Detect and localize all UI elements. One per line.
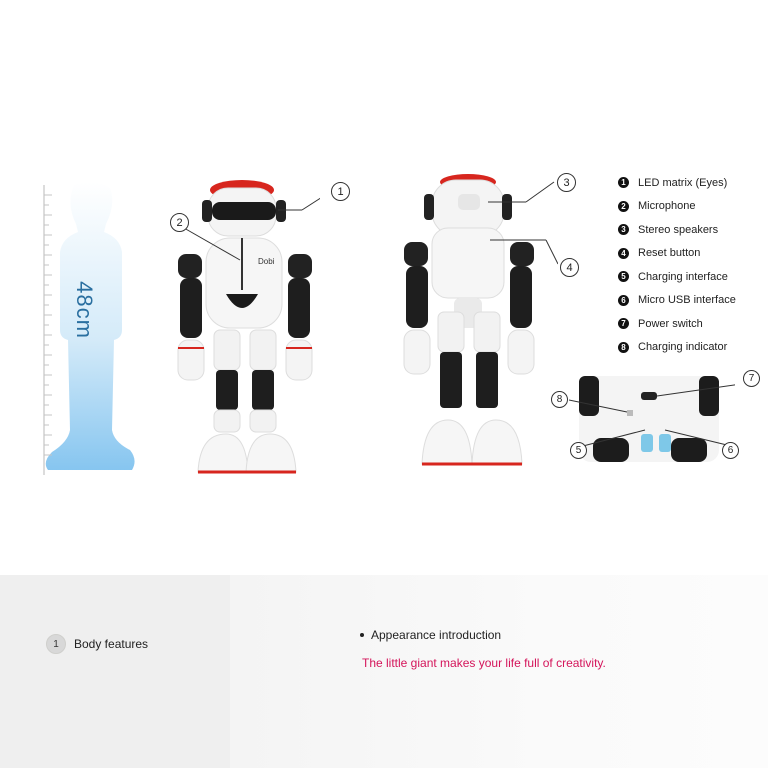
legend-label: Stereo speakers — [638, 223, 719, 236]
bullet-icon — [360, 633, 364, 637]
robot-back-image — [398, 172, 558, 477]
tagline-text: The little giant makes your life full of creativity. — [362, 656, 606, 670]
robot-front-image — [170, 172, 320, 477]
legend-number: 1 — [618, 177, 629, 188]
legend-label: Reset button — [638, 247, 701, 260]
legend-label: Charging indicator — [638, 341, 728, 354]
appearance-title: Appearance introduction — [371, 628, 502, 642]
legend-label: Power switch — [638, 317, 703, 330]
legend-label: Charging interface — [638, 270, 728, 283]
legend-number: 6 — [618, 295, 629, 306]
legend-item — [618, 265, 768, 289]
legend-number: 3 — [618, 224, 629, 235]
robot-name-text: Dobi — [258, 257, 275, 266]
section-number-badge: 1 — [46, 634, 66, 654]
section-title: Body features — [74, 637, 149, 651]
legend-item — [618, 242, 768, 266]
legend-label: LED matrix (Eyes) — [638, 176, 728, 189]
appearance-heading — [360, 628, 501, 642]
legend-item — [618, 171, 768, 195]
legend-item — [618, 336, 768, 360]
legend-label: Micro USB interface — [638, 294, 736, 307]
callout-6: 6 — [722, 442, 739, 459]
legend-item — [618, 218, 768, 242]
legend-number: 8 — [618, 342, 629, 353]
section-panel-right — [230, 575, 768, 768]
legend-item — [618, 312, 768, 336]
legend-item — [618, 289, 768, 313]
callout-3-back: 3 — [557, 173, 576, 192]
legend-number: 7 — [618, 318, 629, 329]
callout-5: 5 — [570, 442, 587, 459]
legend-label: Microphone — [638, 200, 696, 213]
callout-1-front: 1 — [331, 182, 350, 201]
callout-8: 8 — [551, 391, 568, 408]
height-label: 48cm — [72, 281, 97, 339]
legend-number: 4 — [618, 248, 629, 259]
legend-number: 2 — [618, 201, 629, 212]
back-closeup-image — [565, 372, 735, 467]
feature-legend — [618, 171, 768, 359]
callout-7: 7 — [743, 370, 760, 387]
callout-2-front: 2 — [170, 213, 189, 232]
callout-4-back: 4 — [560, 258, 579, 277]
section-panel-left — [0, 575, 230, 768]
section-heading — [46, 634, 148, 654]
legend-number: 5 — [618, 271, 629, 282]
legend-item — [618, 195, 768, 219]
